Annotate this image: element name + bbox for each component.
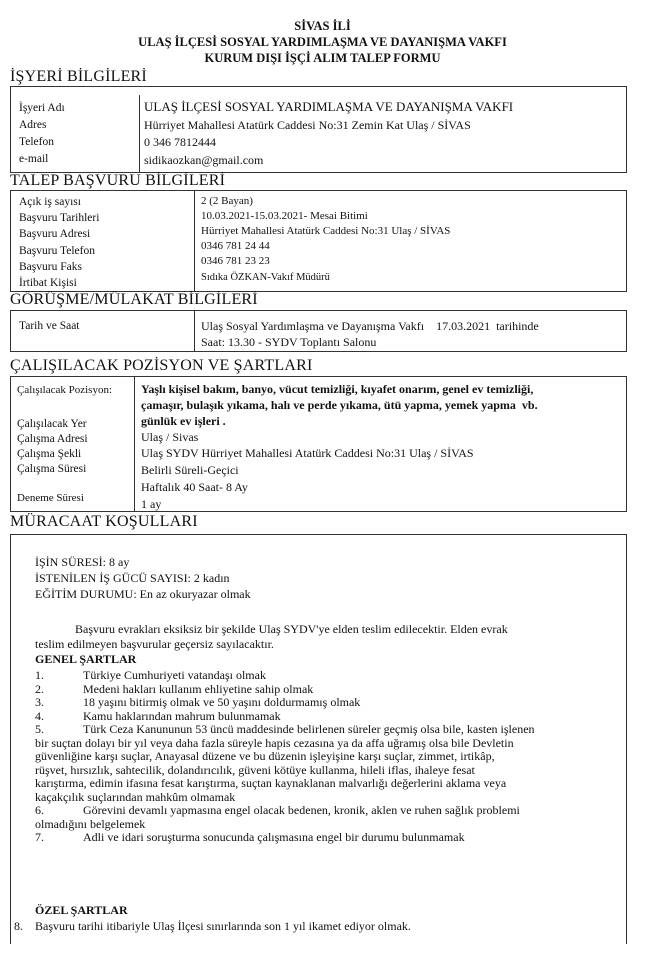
position-line-1: Yaşlı kişisel bakım, banyo, vücut temizliği, kıyafet onarım, genel ev temizliği,	[141, 382, 534, 396]
section-muracaat-heading: MÜRACAAT KOŞULLARI	[10, 513, 198, 530]
pozisyon-divider	[134, 377, 135, 511]
value-basvuru-tarihleri: 10.03.2021-15.03.2021- Mesai Bitimi	[201, 210, 368, 222]
label-basvuru-faks: Başvuru Faks	[19, 261, 82, 273]
label-calisilacak-yer: Çalışılacak Yer	[17, 418, 87, 430]
value-calisma-adresi: Ulaş SYDV Hürriyet Mahallesi Atatürk Caddesi No:31 Ulaş / SİVAS	[141, 446, 474, 460]
genel-sartlar-heading: GENEL ŞARTLAR	[35, 652, 137, 666]
pozisyon-box	[10, 376, 627, 512]
item5-continuation: bir suçtan dolayı bir yıl veya daha fazla süreyle hapis cezasına ya da affa uğramış olsa bile Devletin	[35, 735, 514, 750]
label-acik-is-sayisi: Açık iş sayısı	[19, 196, 81, 208]
isyeri-name: ULAŞ İLÇESİ SOSYAL YARDIMLAŞMA VE DAYANIŞMA VAKFI	[144, 99, 514, 114]
section-talep-heading: TALEP BAŞVURU BİLGİLERİ	[10, 172, 226, 189]
item5-continuation: kaçakçılık suçlarından mahkûm olmamak	[35, 789, 236, 804]
ozel-sartlar-heading: ÖZEL ŞARTLAR	[35, 903, 128, 917]
list-item: 7. Adli ve idari soruşturma sonucunda çalışmasına engel bir durumu bulunmamak	[35, 830, 465, 844]
label-basvuru-telefon: Başvuru Telefon	[19, 245, 95, 257]
doc-header-foundation: ULAŞ İLÇESİ SOSYAL YARDIMLAŞMA VE DAYANIŞMA VAKFI	[138, 35, 507, 49]
gorusme-line-1: Ulaş Sosyal Yardımlaşma ve Dayanışma Vakfı 17.03.2021 tarihinde	[201, 319, 539, 333]
gorusme-divider	[194, 311, 195, 351]
isyeri-phone: 0 346 7812444	[144, 135, 216, 149]
summary-isin-suresi: İŞİN SÜRESİ: 8 ay	[35, 555, 130, 569]
value-basvuru-telefon: 0346 781 24 44	[201, 240, 270, 252]
label-email: e-mail	[19, 153, 49, 165]
gorusme-line-2: Saat: 13.30 - SYDV Toplantı Salonu	[201, 335, 377, 349]
section-pozisyon-heading: ÇALIŞILACAK POZİSYON VE ŞARTLARI	[10, 357, 313, 374]
list-item: 4. Kamu haklarından mahrum bulunmamak	[35, 708, 281, 723]
list-item: 6. Görevini devamlı yapmasına engel olacak bedenen, kronik, aklen ve ruhen sağlık problemi	[35, 803, 520, 817]
genel-sartlar-list	[35, 669, 625, 845]
label-basvuru-adresi: Başvuru Adresi	[19, 228, 91, 240]
isyeri-email: sidikaozkan@gmail.com	[144, 153, 264, 167]
position-line-2: çamaşır, bulaşık yıkama, halı ve perde yıkama, ütü yapma, yemek yapma vb.	[141, 398, 538, 412]
value-calisma-sekli: Belirli Süreli-Geçici	[141, 463, 239, 477]
section-gorusme-heading: GÖRÜŞME/MÜLAKAT BİLGİLERİ	[10, 291, 258, 308]
label-deneme-suresi: Deneme Süresi	[17, 492, 84, 504]
section-isyeri-heading: İŞYERİ BİLGİLERİ	[10, 68, 147, 85]
label-isyeri-adi: İşyeri Adı	[19, 102, 65, 114]
label-basvuru-tarihleri: Başvuru Tarihleri	[19, 212, 100, 224]
label-telefon: Telefon	[19, 136, 54, 148]
gorusme-box	[10, 310, 627, 352]
label-irtibat-kisisi: İrtibat Kişisi	[19, 277, 77, 289]
intro-line-2: teslim edilmeyen başvurular geçersiz sayılacaktır.	[35, 637, 274, 651]
item6-continuation: olmadığını belgelemek	[35, 816, 146, 831]
intro-line-1: Başvuru evrakları eksiksiz bir şekilde Ulaş SYDV'ye elden teslim edilecektir. Elden evrak	[75, 622, 508, 636]
value-basvuru-adresi: Hürriyet Mahallesi Atatürk Caddesi No:31 Ulaş / SİVAS	[201, 225, 451, 237]
value-acik-is-sayisi: 2 (2 Bayan)	[201, 195, 253, 207]
label-calisma-suresi: Çalışma Süresi	[17, 463, 87, 475]
isyeri-box	[10, 86, 627, 173]
item5-continuation: rüşvet, hırsızlık, sahtecilik, dolandırıcılık, güveni kötüye kullanma, hileli iflas, ihaleye fesat	[35, 762, 475, 777]
list-item: 1. Türkiye Cumhuriyeti vatandaşı olmak	[35, 668, 266, 682]
label-calisma-adresi: Çalışma Adresi	[17, 433, 88, 445]
value-calisilacak-yer: Ulaş / Sivas	[141, 430, 199, 444]
value-deneme-suresi: 1 ay	[141, 497, 162, 511]
label-calisilacak-pozisyon: Çalışılacak Pozisyon:	[17, 384, 113, 396]
item5-continuation: karıştırma, edimin ifasına fesat karıştırma, suçtan kaynaklanan malvarlığı değerlerini aklama veya	[35, 776, 507, 790]
list-item: 8. Başvuru tarihi itibariyle Ulaş İlçesi sınırlarında son 1 yıl ikamet ediyor olmak.	[14, 919, 411, 933]
doc-header-province: SİVAS İLİ	[294, 19, 351, 33]
value-irtibat-kisisi: Sıdıka ÖZKAN-Vakıf Müdürü	[201, 272, 330, 283]
talep-box	[10, 190, 627, 292]
position-line-3: günlük ev işleri .	[141, 414, 226, 428]
summary-is-gucu: İSTENİLEN İŞ GÜCÜ SAYISI: 2 kadın	[35, 571, 230, 585]
isyeri-divider	[139, 95, 140, 173]
label-calisma-sekli: Çalışma Şekli	[17, 448, 82, 460]
item5-continuation: güvenliğine karşı suçlar, Anayasal düzene ve bu düzenin işleyişine karşı suçlar, zimmet, irtikâp,	[35, 749, 495, 763]
value-basvuru-faks: 0346 781 23 23	[201, 255, 270, 267]
list-item: 3. 18 yaşını bitirmiş olmak ve 50 yaşını doldurmamış olmak	[35, 695, 361, 709]
list-item: 5. Türk Ceza Kanununun 53 üncü maddesinde belirlenen süreler geçmiş olsa bile, kasten işlenen	[35, 722, 535, 736]
doc-header-form-title: KURUM DIŞI İŞÇİ ALIM TALEP FORMU	[204, 51, 441, 65]
isyeri-address: Hürriyet Mahallesi Atatürk Caddesi No:31 Zemin Kat Ulaş / SİVAS	[144, 118, 471, 132]
summary-egitim: EĞİTİM DURUMU: En az okuryazar olmak	[35, 587, 251, 601]
label-tarih-saat: Tarih ve Saat	[19, 320, 80, 332]
list-item: 2. Medeni hakları kullanım ehliyetine sahip olmak	[35, 681, 314, 696]
talep-divider	[194, 191, 195, 291]
label-adres: Adres	[19, 119, 47, 131]
value-calisma-suresi: Haftalık 40 Saat- 8 Ay	[141, 480, 248, 494]
